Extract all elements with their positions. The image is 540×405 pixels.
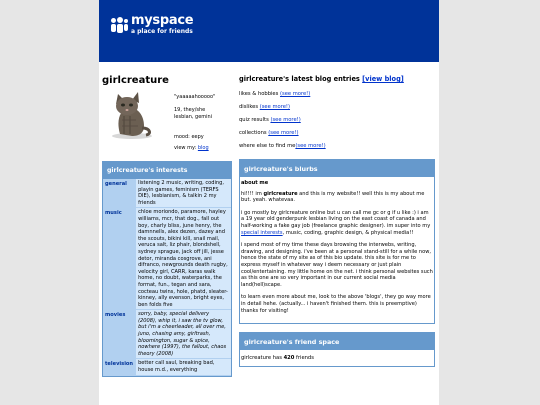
view-blog-link[interactable]: blog (197, 145, 209, 151)
mood-value: eepy (191, 134, 204, 140)
profile-info (174, 90, 215, 152)
text-span: hi!!!! im (241, 190, 264, 197)
blog-entry (239, 117, 435, 123)
blog-heading (239, 75, 435, 83)
text-span: friends (294, 355, 314, 362)
people-logo-icon (111, 17, 129, 33)
profile-name: girlcreature (102, 75, 169, 86)
view-my (174, 145, 215, 152)
profile-pronouns: 19, they/she (174, 107, 206, 113)
friend-count: 420 (283, 355, 295, 362)
about-me-heading: about me (241, 180, 269, 186)
interests-table (103, 179, 231, 376)
blog-entry-title: dislikes (239, 104, 259, 110)
profile-card (102, 90, 232, 152)
page-container (99, 0, 439, 405)
blog-entry-title: collections (239, 130, 267, 136)
profile-mood (174, 134, 215, 141)
about-paragraph: to learn even more about me, look to the above 'blogs', they go way more in detail hehe. (actually... i haven't finished them. this is preemptive) thanks for visiting! (241, 294, 431, 314)
logo-text: myspace (131, 13, 194, 28)
interest-label: movies (103, 310, 136, 359)
interest-label: television (103, 359, 136, 375)
about-paragraph: i spend most of my time these days browsing the interwebs, writing, drawing, and designing. i've been at a personal stand-still for a while now, hence the state of my site as of this bio update. this site is for me to express myself in whatever way i deem necessary or just plain cool/entertaining. my little home on the net. i think personal websites such as this one are so very important in our current social media land(hell)scape. (241, 242, 433, 288)
blog-entry-title: likes & hobbies (239, 91, 279, 97)
tagline: a place for friends (131, 28, 193, 35)
table-row (103, 179, 231, 208)
blog-entry-title: quiz results (239, 117, 269, 123)
blurbs-title: girlcreature's blurbs (240, 160, 434, 177)
blog-entry-title: where else to find me (239, 143, 296, 149)
text-span: , music, coding, graphic design, & physical media!! (282, 229, 414, 236)
interests-title: girlcreature's interests (103, 162, 231, 179)
view-blog-button[interactable]: [view blog] (362, 75, 404, 83)
blurbs-content (240, 177, 434, 323)
left-column (102, 75, 232, 377)
view-label: view my: (174, 145, 197, 151)
see-more-link[interactable]: (see more!) (295, 143, 326, 149)
about-paragraph (241, 210, 433, 236)
table-row (103, 208, 231, 310)
blog-title: girlcreature's latest blog entries (239, 75, 360, 83)
see-more-link[interactable]: (see more!) (268, 130, 299, 136)
friend-count-text (240, 350, 434, 366)
myspace-logo[interactable] (111, 14, 193, 35)
header (99, 0, 439, 62)
profile-photo[interactable] (102, 90, 158, 142)
profile-orientation: lesbian, gemini (174, 114, 213, 120)
table-row (103, 359, 231, 375)
special-interests-link[interactable]: special interests (241, 229, 283, 236)
blurbs-box (239, 159, 435, 324)
interest-value: listening 2 music, writing, coding, playin games, feminism (TERFS DIE), lesbianism, & talkin 2 my friends (136, 179, 231, 208)
see-more-link[interactable]: (see more!) (279, 91, 311, 97)
bold-name: girlcreature (263, 190, 298, 197)
friend-space-box (239, 332, 435, 367)
interest-value: better call saul, breaking bad, house m.d., everything (136, 359, 231, 375)
text-span: girlcreature has (241, 355, 284, 362)
blog-entry (239, 104, 435, 110)
interests-box (102, 161, 232, 377)
table-row (103, 310, 231, 359)
text-span: i go mostly by girlcreature online but u can call me gc or g if u like :) i am a 19 year old genderpunk lesbian living on the east coast of canada and half-working a fake gay job (freelance graphic designer). im super into my (241, 209, 431, 229)
interest-value: chloe moriondo, paramore, hayley williams, mcr, that dog., fall out boy, charly bliss, june henry, the damnnells, alex dezen, dazey and the scouts, bikini kill, snail mail, veruca salt, liz phair, blondshell, sydney sprague, jack off jill, jesse detor, miranda cosgrove, ani difranco, newgrounds death rugby, velocity girl, CARR, karas walk home, no doubt, waterparks, the format, fun., tegan and sara, cocteau twins, hole, phatd, sleater-kinney, ally evenson, bright eyes, ben folds five (136, 208, 231, 310)
interest-label: general (103, 179, 136, 208)
interest-label: music (103, 208, 136, 310)
mood-label: mood: (174, 134, 190, 140)
blog-entry (239, 143, 435, 149)
blog-entry (239, 130, 435, 136)
profile-quote: "yaaaaahooooo" (174, 94, 216, 100)
about-paragraph (241, 191, 433, 204)
right-column (239, 75, 435, 367)
friend-space-title: girlcreature's friend space (240, 333, 434, 350)
interest-value: sorry, baby, special delivery (2008), whip it, i saw the tv glow, but i'm a cheerleader, all over me, juno, chasing amy, girltrash, bloomington, sugar & spice, nowhere (1997), the fallout, chaos theory (2008) (136, 310, 231, 359)
see-more-link[interactable]: (see more!) (259, 104, 291, 110)
blog-entry (239, 91, 435, 97)
text-span: and this is my website!! well this is my about me but. yeah. whatevaa. (241, 190, 425, 204)
see-more-link[interactable]: (see more!) (270, 117, 301, 123)
